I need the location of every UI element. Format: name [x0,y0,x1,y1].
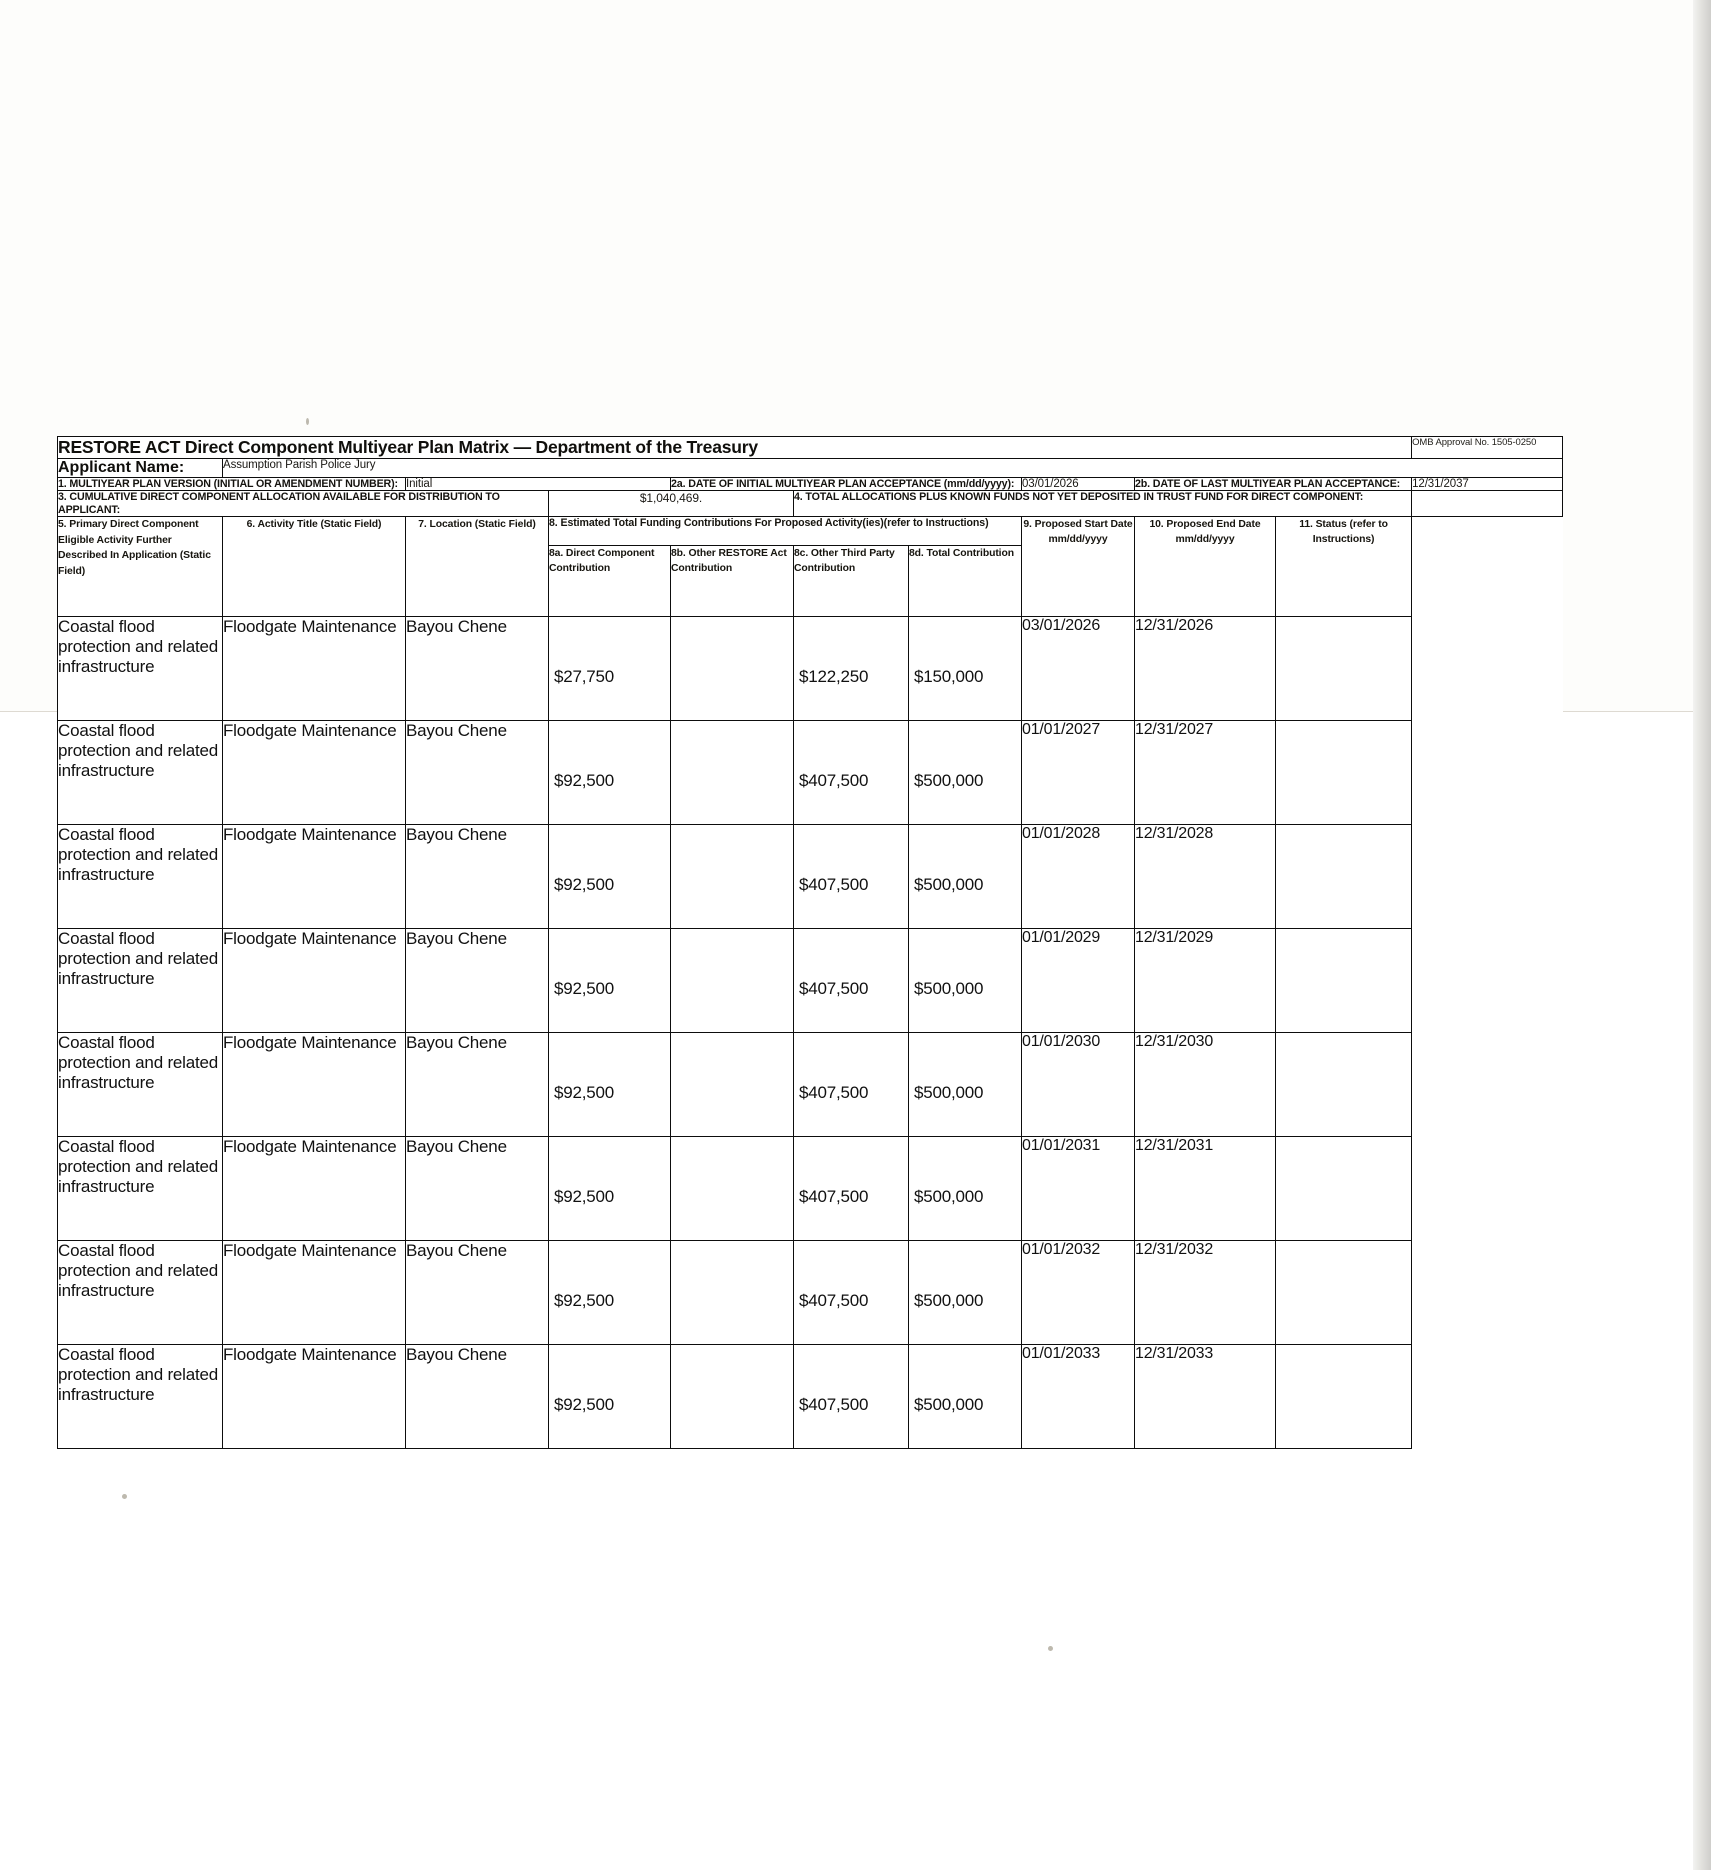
row-status[interactable] [1276,1344,1412,1448]
col-10-header-line2: mm/dd/yyyy [1175,533,1235,545]
row-other-restore-contribution[interactable] [671,616,794,720]
page-edge-shadow [1693,0,1711,1870]
row-activity-title: Floodgate Maintenance [223,824,406,928]
row-direct-contribution[interactable] [549,928,671,1032]
row-activity-title: Floodgate Maintenance [223,616,406,720]
row-direct-contribution[interactable] [549,1032,671,1136]
row-start-date[interactable]: 03/01/2026 [1022,616,1135,720]
table-row [58,928,1563,1032]
applicant-row [58,459,1563,478]
row-direct-contribution-text: $92,500 [554,978,615,998]
cumulative-allocation-row [58,491,1563,517]
row-third-party-contribution-text: $407,500 [799,1290,869,1310]
row-start-date[interactable]: 01/01/2030 [1022,1032,1135,1136]
row-total-contribution[interactable] [909,928,1022,1032]
row-direct-contribution[interactable] [549,616,671,720]
row-total-contribution-text: $500,000 [914,1082,984,1102]
matrix-body [58,616,1563,1448]
field-2a-label: 2a. DATE OF INITIAL MULTIYEAR PLAN ACCEPTANCE (mm/dd/yyyy): [671,478,1022,491]
row-direct-contribution-text: $92,500 [554,1394,615,1414]
row-status[interactable] [1276,616,1412,720]
col-8c-header: 8c. Other Third Party Contribution [794,545,909,616]
col-7-header: 7. Location (Static Field) [406,516,549,616]
row-total-contribution-text: $500,000 [914,1290,984,1310]
row-direct-contribution[interactable] [549,1136,671,1240]
row-status[interactable] [1276,1136,1412,1240]
row-activity-title: Floodgate Maintenance [223,928,406,1032]
row-activity: Coastal flood protection and related infrastructure [58,824,223,928]
row-third-party-contribution[interactable] [794,616,909,720]
col-6-header: 6. Activity Title (Static Field) [223,516,406,616]
row-start-date[interactable]: 01/01/2031 [1022,1136,1135,1240]
row-start-date[interactable]: 01/01/2029 [1022,928,1135,1032]
col-9-header-line2: mm/dd/yyyy [1048,533,1108,545]
scan-speck [122,1494,127,1499]
row-end-date[interactable]: 12/31/2033 [1135,1344,1276,1448]
row-end-date[interactable]: 12/31/2028 [1135,824,1276,928]
row-end-date[interactable]: 12/31/2032 [1135,1240,1276,1344]
row-end-date[interactable]: 12/31/2029 [1135,928,1276,1032]
row-other-restore-contribution[interactable] [671,824,794,928]
column-header-row-top [58,516,1563,545]
row-other-restore-contribution[interactable] [671,1344,794,1448]
row-start-date[interactable]: 01/01/2027 [1022,720,1135,824]
row-total-contribution-text: $500,000 [914,874,984,894]
row-third-party-contribution[interactable] [794,1240,909,1344]
row-other-restore-contribution[interactable] [671,928,794,1032]
row-total-contribution[interactable] [909,616,1022,720]
field-3-label: 3. CUMULATIVE DIRECT COMPONENT ALLOCATION AVAILABLE FOR DISTRIBUTION TO APPLICANT: [58,491,549,517]
field-2b-value[interactable]: 12/31/2037 [1412,478,1563,491]
row-direct-contribution-text: $92,500 [554,1082,615,1102]
row-third-party-contribution[interactable] [794,720,909,824]
row-total-contribution-text: $150,000 [914,666,984,686]
col-8a-header: 8a. Direct Component Contribution [549,545,671,616]
applicant-name-label: Applicant Name: [58,459,223,478]
row-third-party-contribution[interactable] [794,928,909,1032]
col-10-header-line1: 10. Proposed End Date [1149,518,1261,530]
row-third-party-contribution-text: $407,500 [799,1186,869,1206]
row-location: Bayou Chene [406,1240,549,1344]
table-row [58,1240,1563,1344]
row-direct-contribution[interactable] [549,720,671,824]
col-9-header-line1: 9. Proposed Start Date [1023,518,1133,530]
row-activity: Coastal flood protection and related infrastructure [58,616,223,720]
plan-version-row [58,478,1563,491]
row-end-date[interactable]: 12/31/2026 [1135,616,1276,720]
row-direct-contribution-text: $92,500 [554,770,615,790]
row-total-contribution[interactable] [909,824,1022,928]
table-row [58,1032,1563,1136]
field-2a-value[interactable]: 03/01/2026 [1022,478,1135,491]
row-direct-contribution-text: $27,750 [554,666,615,686]
row-activity: Coastal flood protection and related infrastructure [58,928,223,1032]
row-status[interactable] [1276,1240,1412,1344]
row-activity-title: Floodgate Maintenance [223,1240,406,1344]
row-location: Bayou Chene [406,1344,549,1448]
row-activity: Coastal flood protection and related infrastructure [58,720,223,824]
row-activity-title: Floodgate Maintenance [223,1032,406,1136]
col-11-header: 11. Status (refer to Instructions) [1276,516,1412,616]
row-third-party-contribution[interactable] [794,1344,909,1448]
row-third-party-contribution-text: $407,500 [799,1082,869,1102]
table-row [58,824,1563,928]
row-start-date[interactable]: 01/01/2028 [1022,824,1135,928]
row-total-contribution-text: $500,000 [914,1394,984,1414]
table-row [58,1136,1563,1240]
multiyear-plan-matrix [57,436,1563,1449]
row-end-date[interactable]: 12/31/2031 [1135,1136,1276,1240]
row-third-party-contribution-text: $122,250 [799,666,869,686]
applicant-name-value[interactable]: Assumption Parish Police Jury [223,459,1563,478]
row-activity-title: Floodgate Maintenance [223,1136,406,1240]
col-5-header: 5. Primary Direct Component Eligible Activity Further Described In Application (Static Field) [58,516,223,616]
row-direct-contribution-text: $92,500 [554,1186,615,1206]
row-third-party-contribution[interactable] [794,1032,909,1136]
row-activity: Coastal flood protection and related infrastructure [58,1240,223,1344]
row-total-contribution-text: $500,000 [914,770,984,790]
row-status[interactable] [1276,720,1412,824]
row-activity: Coastal flood protection and related infrastructure [58,1344,223,1448]
field-2b-label: 2b. DATE OF LAST MULTIYEAR PLAN ACCEPTANCE: [1135,478,1412,491]
row-total-contribution-text: $500,000 [914,1186,984,1206]
row-end-date[interactable]: 12/31/2027 [1135,720,1276,824]
table-row [58,720,1563,824]
table-row [58,1344,1563,1448]
row-total-contribution[interactable] [909,1240,1022,1344]
row-location: Bayou Chene [406,720,549,824]
row-total-contribution[interactable] [909,1032,1022,1136]
row-other-restore-contribution[interactable] [671,1240,794,1344]
row-direct-contribution[interactable] [549,1240,671,1344]
form-title: RESTORE ACT Direct Component Multiyear Plan Matrix — Department of the Treasury [58,437,1412,459]
col-9-header [1022,516,1135,616]
row-location: Bayou Chene [406,824,549,928]
row-third-party-contribution-text: $407,500 [799,1394,869,1414]
col-8-group-header: 8. Estimated Total Funding Contributions For Proposed Activity(ies)(refer to Instructions) [549,516,1022,545]
row-start-date[interactable]: 01/01/2033 [1022,1344,1135,1448]
row-total-contribution[interactable] [909,720,1022,824]
row-activity-title: Floodgate Maintenance [223,720,406,824]
row-location: Bayou Chene [406,1136,549,1240]
col-8b-header: 8b. Other RESTORE Act Contribution [671,545,794,616]
omb-approval-number: OMB Approval No. 1505-0250 [1412,437,1563,459]
col-10-header [1135,516,1276,616]
field-4-value[interactable] [1412,491,1563,517]
row-third-party-contribution[interactable] [794,1136,909,1240]
row-third-party-contribution[interactable] [794,824,909,928]
row-direct-contribution-text: $92,500 [554,1290,615,1310]
row-status[interactable] [1276,1032,1412,1136]
row-status[interactable] [1276,824,1412,928]
field-1-value[interactable]: Initial [406,478,671,491]
row-location: Bayou Chene [406,928,549,1032]
row-direct-contribution[interactable] [549,824,671,928]
row-other-restore-contribution[interactable] [671,1032,794,1136]
row-third-party-contribution-text: $407,500 [799,874,869,894]
row-total-contribution[interactable] [909,1344,1022,1448]
row-start-date[interactable]: 01/01/2032 [1022,1240,1135,1344]
form-title-row [58,437,1563,459]
field-4-label: 4. TOTAL ALLOCATIONS PLUS KNOWN FUNDS NOT YET DEPOSITED IN TRUST FUND FOR DIRECT COMPONENT: [794,491,1412,517]
field-1-label: 1. MULTIYEAR PLAN VERSION (INITIAL OR AMENDMENT NUMBER): [58,478,406,491]
row-activity: Coastal flood protection and related infrastructure [58,1032,223,1136]
row-third-party-contribution-text: $407,500 [799,978,869,998]
scan-speck [306,418,309,425]
row-direct-contribution-text: $92,500 [554,874,615,894]
row-location: Bayou Chene [406,1032,549,1136]
row-status[interactable] [1276,928,1412,1032]
table-row [58,616,1563,720]
row-third-party-contribution-text: $407,500 [799,770,869,790]
scan-speck [1048,1646,1053,1651]
row-end-date[interactable]: 12/31/2030 [1135,1032,1276,1136]
row-total-contribution[interactable] [909,1136,1022,1240]
col-8d-header: 8d. Total Contribution [909,545,1022,616]
row-activity-title: Floodgate Maintenance [223,1344,406,1448]
row-total-contribution-text: $500,000 [914,978,984,998]
field-3-value[interactable]: $1,040,469. [549,491,794,517]
row-activity: Coastal flood protection and related infrastructure [58,1136,223,1240]
row-direct-contribution[interactable] [549,1344,671,1448]
row-location: Bayou Chene [406,616,549,720]
row-other-restore-contribution[interactable] [671,720,794,824]
row-other-restore-contribution[interactable] [671,1136,794,1240]
